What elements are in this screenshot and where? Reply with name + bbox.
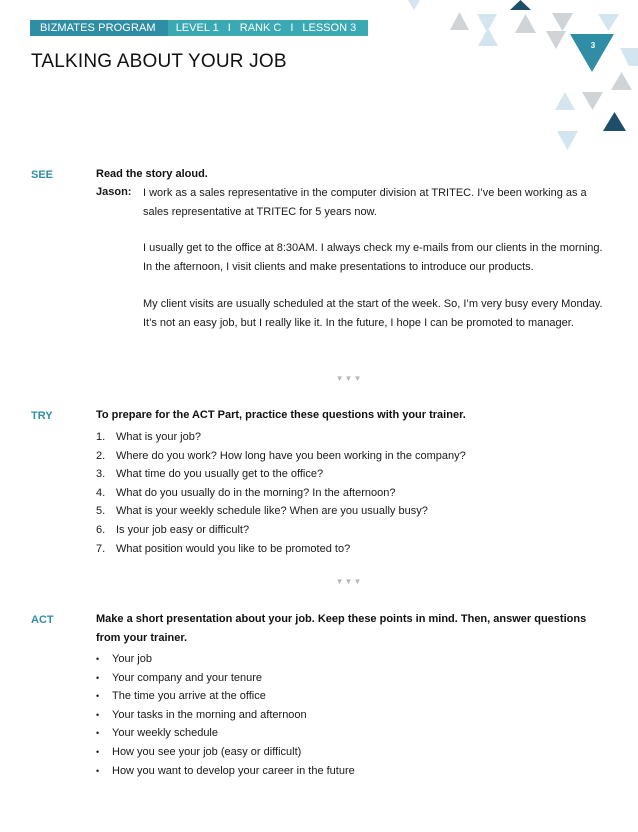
point-text: The time you arrive at the office <box>112 690 266 703</box>
bullet: • <box>96 691 100 702</box>
bullet: • <box>96 654 100 664</box>
question-number: 2. <box>96 449 106 462</box>
triangle-decoration <box>546 31 566 49</box>
list-item <box>96 540 466 559</box>
question-text: What time do you usually get to the office? <box>116 468 324 481</box>
list-item <box>96 687 355 706</box>
bullet: • <box>96 728 100 739</box>
list-item <box>96 521 466 540</box>
list-item <box>96 706 355 725</box>
point-text: Your company and your tenure <box>112 671 263 684</box>
list-item <box>96 724 355 743</box>
triangle-decoration <box>611 72 632 90</box>
page-title: TALKING ABOUT YOUR JOB <box>31 51 287 72</box>
triangle-decoration <box>620 48 638 66</box>
story-paragraph: I work as a sales representative in the computer division at TRITEC. I’ve been working as a sales representative at TRITEC for 5 years now. <box>143 187 587 218</box>
question-text: What is your weekly schedule like? When are you usually busy? <box>116 505 428 518</box>
level-label: LEVEL 1 <box>175 22 219 34</box>
bullet: • <box>96 765 100 776</box>
question-number: 3. <box>96 468 106 481</box>
section-divider: ▼▼▼ <box>335 577 363 586</box>
decorative-triangles <box>0 0 638 170</box>
point-text: How you see your job (easy or difficult) <box>112 745 302 758</box>
list-item <box>96 762 355 781</box>
triangle-decoration <box>515 14 536 33</box>
list-item <box>96 447 466 466</box>
triangle-decoration <box>510 0 531 10</box>
points-list <box>96 650 355 780</box>
separator: I <box>227 22 231 34</box>
list-item <box>96 502 466 521</box>
question-text: What is your job? <box>116 431 201 443</box>
question-text: What do you usually do in the morning? In the afternoon? <box>116 486 396 499</box>
question-number: 4. <box>96 486 106 499</box>
section-label-see: SEE <box>31 169 54 181</box>
list-item <box>96 465 466 484</box>
question-text: What position would you like to be promoted to? <box>116 542 351 555</box>
separator: I <box>290 22 294 34</box>
act-instruction: Make a short presentation about your job. Keep these points in mind. Then, answer questions from your trainer. <box>96 613 587 644</box>
list-item <box>96 743 355 762</box>
list-item <box>96 669 355 688</box>
question-text: Where do you work? How long have you been working in the company? <box>116 449 466 462</box>
rank-label: RANK C <box>239 22 282 34</box>
question-number: 6. <box>96 523 106 536</box>
point-text: Your tasks in the morning and afternoon <box>112 708 307 721</box>
try-instruction: To prepare for the ACT Part, practice these questions with your trainer. <box>96 409 466 421</box>
page-number-triangle <box>570 34 614 72</box>
point-text: How you want to develop your career in the future <box>112 764 355 777</box>
page-number: 3 <box>590 41 596 50</box>
story-paragraph: I usually get to the office at 8:30AM. I always check my e-mails from our clients in the morning. In the afternoon, I visit clients and make presentations to introduce our products. <box>143 242 603 273</box>
lesson-label: LESSON 3 <box>302 22 357 34</box>
list-item <box>96 428 466 447</box>
triangle-decoration <box>555 92 575 110</box>
list-item <box>96 650 355 669</box>
story-paragraph: My client visits are usually scheduled at the start of the week. So, I’m very busy every Monday. It’s not an easy job, but I really like it. In the future, I hope I can be promoted to manager. <box>143 298 603 329</box>
triangle-decoration <box>552 13 573 31</box>
section-label-try: TRY <box>31 410 53 422</box>
speaker-name: Jason: <box>96 186 132 198</box>
question-number: 7. <box>96 542 106 555</box>
section-label-act: ACT <box>31 614 54 626</box>
section-divider: ▼▼▼ <box>335 374 363 383</box>
bullet: • <box>96 746 100 757</box>
triangle-decoration <box>478 28 498 46</box>
question-number: 1. <box>96 431 106 443</box>
triangle-decoration <box>557 131 578 150</box>
triangle-decoration <box>450 12 469 30</box>
bullet: • <box>96 672 100 683</box>
triangle-decoration <box>598 14 619 31</box>
see-instruction: Read the story aloud. <box>96 168 208 180</box>
triangle-decoration <box>603 112 626 131</box>
bullet: • <box>96 709 100 720</box>
question-list <box>96 428 466 558</box>
question-text: Is your job easy or difficult? <box>116 523 250 536</box>
point-text: Your job <box>112 653 152 665</box>
program-label: BIZMATES PROGRAM <box>30 20 168 36</box>
triangle-decoration <box>582 92 603 110</box>
triangle-decoration <box>477 14 497 32</box>
question-number: 5. <box>96 505 106 518</box>
list-item <box>96 484 466 503</box>
triangle-decoration <box>408 0 420 10</box>
point-text: Your weekly schedule <box>112 727 218 740</box>
